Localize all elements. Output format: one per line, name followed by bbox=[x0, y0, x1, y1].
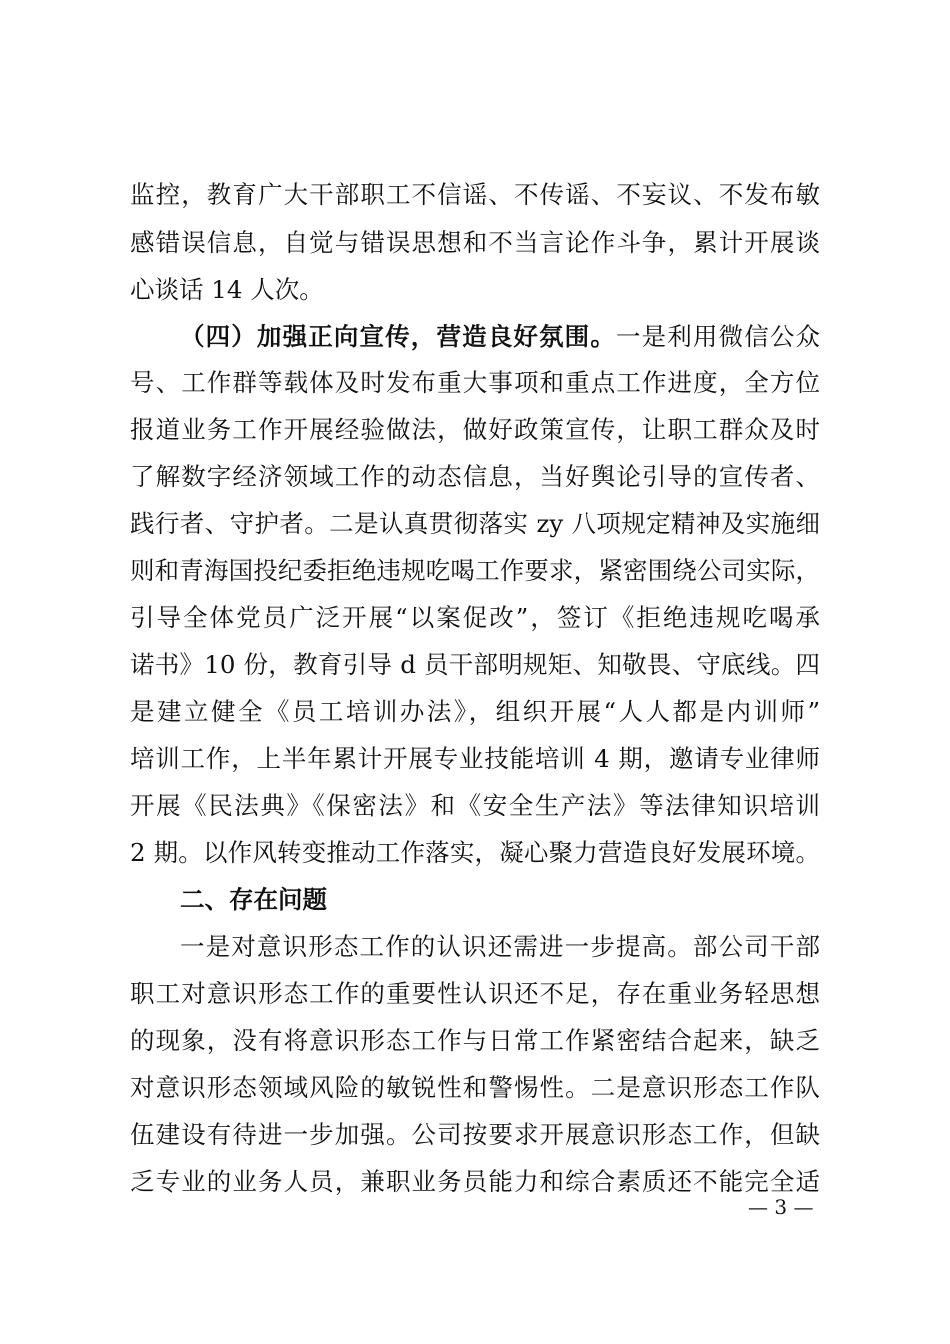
text-line: 引导全体党员广泛开展“以案促改”，签订《拒绝违规吃喝承 bbox=[130, 603, 820, 632]
text-line: 感错误信息，自觉与错误思想和不当言论作斗争，累计开展谈 bbox=[130, 228, 820, 257]
text-line: 监控，教育广大干部职工不信谣、不传谣、不妄议、不发布敏 bbox=[130, 180, 820, 209]
text-line: 诺书》10 份，教育引导 d 员干部明规矩、知敬畏、守底线。四 bbox=[130, 650, 820, 679]
text-line: 号、工作群等载体及时发布重大事项和重点工作进度，全方位 bbox=[130, 368, 820, 397]
text-line: 践行者、守护者。二是认真贯彻落实 zy 八项规定精神及实施细 bbox=[130, 509, 820, 538]
subsection-heading: （四）加强正向宣传，营造良好氛围。 bbox=[180, 322, 616, 351]
text-line: 伍建设有待进一步加强。公司按要求开展意识形态工作，但缺 bbox=[130, 1120, 820, 1149]
text-line: 报道业务工作开展经验做法，做好政策宣传，让职工群众及时 bbox=[130, 415, 820, 444]
paragraph-first-line bbox=[180, 319, 820, 355]
text-line: 乏专业的业务人员，兼职业务员能力和综合素质还不能完全适 bbox=[130, 1167, 820, 1196]
text-line: 培训工作，上半年累计开展专业技能培训 4 期，邀请专业律师 bbox=[130, 744, 820, 773]
text-line: 是建立健全《员工培训办法》，组织开展“人人都是内训师” bbox=[130, 697, 820, 726]
text-line: 则和青海国投纪委拒绝违规吃喝工作要求，紧密围绕公司实际， bbox=[130, 556, 820, 585]
text-line: 心谈话 14 人次。 bbox=[130, 275, 324, 304]
text-line: 对意识形态领域风险的敏锐性和警惕性。二是意识形态工作队 bbox=[130, 1073, 820, 1102]
section-heading: 二、存在问题 bbox=[180, 885, 327, 914]
text-line: 开展《民法典》《保密法》和《安全生产法》等法律知识培训 bbox=[130, 791, 820, 820]
page-number: — 3 — bbox=[748, 1195, 814, 1219]
text-line: 的现象，没有将意识形态工作与日常工作紧密结合起来，缺乏 bbox=[130, 1026, 820, 1055]
text-line: 一是对意识形态工作的认识还需进一步提高。部公司干部 bbox=[180, 932, 820, 961]
text-line: 职工对意识形态工作的重要性认识还不足，存在重业务轻思想 bbox=[130, 979, 820, 1008]
text-line: 了解数字经济领域工作的动态信息，当好舆论引导的宣传者、 bbox=[130, 462, 820, 491]
text-run: 一是利用微信公众 bbox=[615, 322, 821, 351]
text-line: 2 期。以作风转变推动工作落实，凝心聚力营造良好发展环境。 bbox=[130, 838, 820, 867]
